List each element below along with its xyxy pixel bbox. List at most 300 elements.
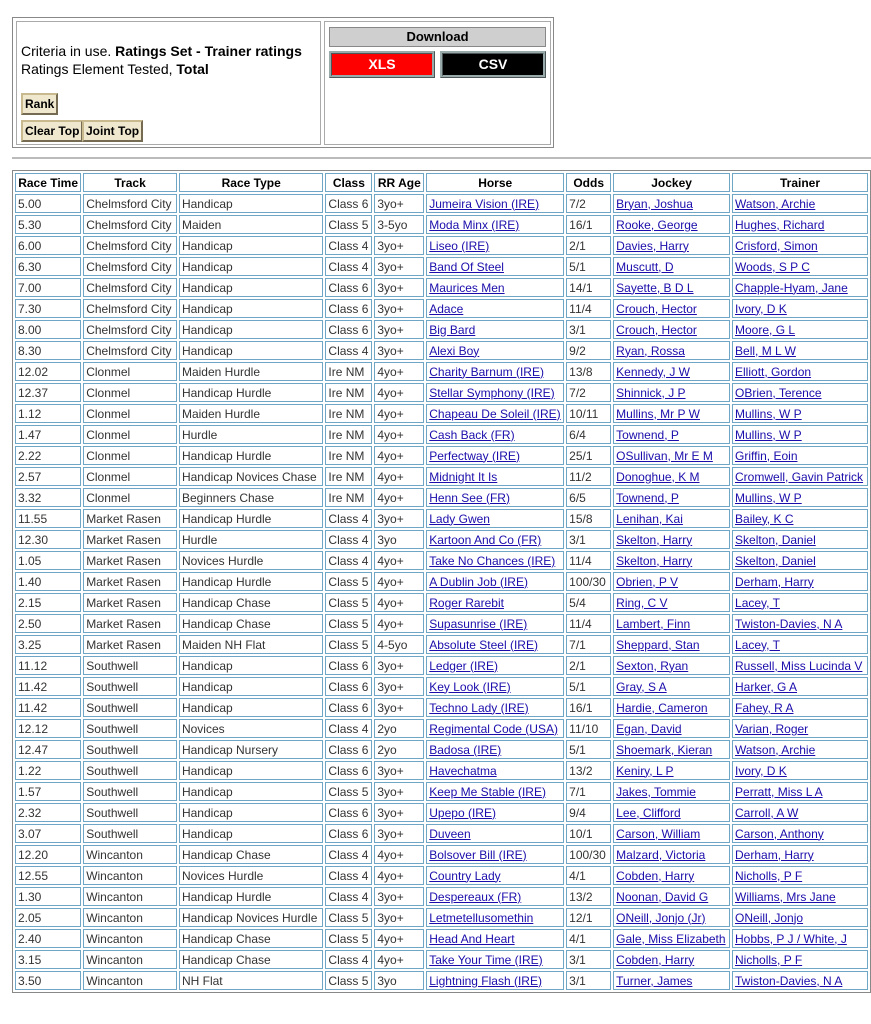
- table-cell: 1.12: [15, 404, 81, 423]
- table-cell: [732, 803, 868, 822]
- horse-link[interactable]: Moda Minx (IRE): [429, 217, 520, 232]
- horse-link[interactable]: Duveen: [429, 826, 471, 841]
- horse-link[interactable]: Henn See (FR): [429, 490, 510, 505]
- table-cell: [613, 551, 730, 570]
- jockey-link[interactable]: Shinnick, J P: [616, 385, 686, 400]
- table-cell: [732, 761, 868, 780]
- table-cell: [732, 215, 868, 234]
- csv-download-button[interactable]: CSV: [440, 51, 546, 78]
- jockey-link[interactable]: Donoghue, K M: [616, 469, 700, 484]
- table-cell: [732, 341, 868, 360]
- table-cell: Wincanton: [83, 887, 177, 906]
- table-cell: Clonmel: [83, 488, 177, 507]
- table-cell: 7/2: [566, 194, 611, 213]
- horse-link[interactable]: Absolute Steel (IRE): [429, 637, 538, 652]
- table-cell: 2.22: [15, 446, 81, 465]
- table-cell: Novices Hurdle: [179, 866, 323, 885]
- table-cell: 5/1: [566, 740, 611, 759]
- table-cell: 3yo+: [374, 803, 424, 822]
- table-cell: [732, 446, 868, 465]
- jockey-link[interactable]: Ryan, Rossa: [616, 343, 685, 358]
- trainer-link[interactable]: Lacey, T: [735, 595, 780, 610]
- table-cell: Handicap Nursery: [179, 740, 323, 759]
- trainer-link[interactable]: Fahey, R A: [735, 700, 794, 715]
- table-cell: Handicap: [179, 320, 323, 339]
- table-row: [15, 971, 868, 990]
- table-cell: 6.00: [15, 236, 81, 255]
- table-cell: [732, 194, 868, 213]
- table-cell: Clonmel: [83, 446, 177, 465]
- table-cell: [426, 257, 564, 276]
- trainer-link[interactable]: Hobbs, P J / White, J: [735, 931, 847, 946]
- table-cell: 3/1: [566, 320, 611, 339]
- trainer-link[interactable]: Mullins, W P: [735, 427, 802, 442]
- trainer-link[interactable]: Watson, Archie: [735, 742, 816, 757]
- table-cell: 1.05: [15, 551, 81, 570]
- trainer-link[interactable]: Varian, Roger: [735, 721, 809, 736]
- table-cell: 4yo+: [374, 551, 424, 570]
- table-cell: 3yo+: [374, 299, 424, 318]
- table-cell: 5.00: [15, 194, 81, 213]
- table-cell: [613, 488, 730, 507]
- table-cell: [732, 908, 868, 927]
- table-cell: 12/1: [566, 908, 611, 927]
- trainer-link[interactable]: Woods, S P C: [735, 259, 810, 274]
- horse-link[interactable]: Chapeau De Soleil (IRE): [429, 406, 561, 421]
- jockey-link[interactable]: Davies, Harry: [616, 238, 689, 253]
- table-cell: Southwell: [83, 803, 177, 822]
- download-title: Download: [329, 27, 546, 47]
- table-cell: [426, 908, 564, 927]
- horse-link[interactable]: Country Lady: [429, 868, 501, 883]
- table-row: [15, 425, 868, 444]
- table-cell: [426, 551, 564, 570]
- trainer-link[interactable]: Chapple-Hyam, Jane: [735, 280, 848, 295]
- table-cell: [613, 257, 730, 276]
- table-cell: 3yo+: [374, 908, 424, 927]
- trainer-link[interactable]: Cromwell, Gavin Patrick: [735, 469, 864, 484]
- table-cell: 3yo+: [374, 698, 424, 717]
- table-cell: Class 6: [325, 677, 372, 696]
- jockey-link[interactable]: Mullins, Mr P W: [616, 406, 700, 421]
- table-cell: 2yo: [374, 719, 424, 738]
- horse-link[interactable]: Upepo (IRE): [429, 805, 496, 820]
- column-header: Track: [83, 173, 177, 192]
- table-cell: [613, 383, 730, 402]
- joint-top-button[interactable]: Joint Top: [82, 120, 143, 142]
- jockey-link[interactable]: Townend, P: [616, 490, 679, 505]
- table-cell: Class 6: [325, 740, 372, 759]
- table-header-row: [15, 173, 868, 192]
- jockey-link[interactable]: Lee, Clifford: [616, 805, 681, 820]
- table-cell: 4-5yo: [374, 635, 424, 654]
- horse-link[interactable]: Head And Heart: [429, 931, 515, 946]
- jockey-link[interactable]: Obrien, P V: [616, 574, 678, 589]
- table-row: [15, 488, 868, 507]
- table-cell: [732, 383, 868, 402]
- table-cell: [426, 467, 564, 486]
- table-cell: Class 4: [325, 530, 372, 549]
- trainer-link[interactable]: Twiston-Davies, N A: [735, 973, 843, 988]
- horse-link[interactable]: Letmetellusomethin: [429, 910, 534, 925]
- jockey-link[interactable]: Sayette, B D L: [616, 280, 694, 295]
- table-cell: [732, 257, 868, 276]
- table-cell: 2/1: [566, 236, 611, 255]
- table-row: [15, 257, 868, 276]
- horse-link[interactable]: Perfectway (IRE): [429, 448, 520, 463]
- table-cell: [426, 929, 564, 948]
- table-cell: [613, 719, 730, 738]
- trainer-link[interactable]: Lacey, T: [735, 637, 780, 652]
- table-row: [15, 614, 868, 633]
- jockey-link[interactable]: Hardie, Cameron: [616, 700, 708, 715]
- table-cell: Class 6: [325, 278, 372, 297]
- horse-link[interactable]: Charity Barnum (IRE): [429, 364, 544, 379]
- jockey-link[interactable]: Crouch, Hector: [616, 301, 697, 316]
- horse-link[interactable]: Stellar Symphony (IRE): [429, 385, 555, 400]
- trainer-link[interactable]: Nicholls, P F: [735, 952, 803, 967]
- table-cell: 8.30: [15, 341, 81, 360]
- trainer-link[interactable]: Griffin, Eoin: [735, 448, 798, 463]
- table-cell: 13/2: [566, 761, 611, 780]
- table-row: [15, 320, 868, 339]
- table-cell: 3yo+: [374, 887, 424, 906]
- table-cell: Market Rasen: [83, 572, 177, 591]
- table-cell: Southwell: [83, 698, 177, 717]
- table-cell: Handicap Novices Hurdle: [179, 908, 323, 927]
- table-cell: Hurdle: [179, 425, 323, 444]
- table-cell: [732, 698, 868, 717]
- table-cell: Market Rasen: [83, 551, 177, 570]
- table-cell: [613, 299, 730, 318]
- rank-button[interactable]: Rank: [21, 93, 58, 115]
- horse-link[interactable]: Badosa (IRE): [429, 742, 502, 757]
- table-cell: 3/1: [566, 971, 611, 990]
- table-cell: 3yo+: [374, 257, 424, 276]
- table-cell: [613, 866, 730, 885]
- table-cell: 5/1: [566, 257, 611, 276]
- table-row: [15, 383, 868, 402]
- table-cell: [426, 488, 564, 507]
- horse-link[interactable]: Alexi Boy: [429, 343, 480, 358]
- table-cell: Class 5: [325, 971, 372, 990]
- table-cell: Ire NM: [325, 488, 372, 507]
- table-row: [15, 761, 868, 780]
- jockey-link[interactable]: Muscutt, D: [616, 259, 674, 274]
- table-cell: 3yo+: [374, 341, 424, 360]
- table-cell: Class 4: [325, 845, 372, 864]
- table-cell: Clonmel: [83, 425, 177, 444]
- table-cell: 4yo+: [374, 950, 424, 969]
- table-cell: Ire NM: [325, 446, 372, 465]
- table-cell: Southwell: [83, 740, 177, 759]
- table-cell: 3yo+: [374, 677, 424, 696]
- trainer-link[interactable]: Derham, Harry: [735, 847, 814, 862]
- table-cell: 9/4: [566, 803, 611, 822]
- table-cell: 13/2: [566, 887, 611, 906]
- jockey-link[interactable]: Kennedy, J W: [616, 364, 690, 379]
- table-cell: 4yo+: [374, 425, 424, 444]
- table-cell: 2.50: [15, 614, 81, 633]
- trainer-link[interactable]: Mullins, W P: [735, 406, 802, 421]
- horse-link[interactable]: Roger Rarebit: [429, 595, 504, 610]
- horse-link[interactable]: Ledger (IRE): [429, 658, 498, 673]
- table-cell: [613, 404, 730, 423]
- trainer-link[interactable]: Moore, G L: [735, 322, 796, 337]
- table-cell: [732, 824, 868, 843]
- horse-link[interactable]: Kartoon And Co (FR): [429, 532, 542, 547]
- table-cell: [732, 551, 868, 570]
- table-cell: 9/2: [566, 341, 611, 360]
- jockey-link[interactable]: Jakes, Tommie: [616, 784, 696, 799]
- table-cell: [613, 698, 730, 717]
- table-cell: 4yo+: [374, 929, 424, 948]
- table-cell: [426, 677, 564, 696]
- table-cell: 10/11: [566, 404, 611, 423]
- table-cell: Beginners Chase: [179, 488, 323, 507]
- jockey-link[interactable]: Skelton, Harry: [616, 553, 693, 568]
- jockey-link[interactable]: Lenihan, Kai: [616, 511, 683, 526]
- table-cell: Class 6: [325, 299, 372, 318]
- table-cell: Market Rasen: [83, 593, 177, 612]
- jockey-link[interactable]: Shoemark, Kieran: [616, 742, 713, 757]
- table-cell: [426, 782, 564, 801]
- table-cell: 3.50: [15, 971, 81, 990]
- jockey-link[interactable]: Crouch, Hector: [616, 322, 697, 337]
- trainer-link[interactable]: Bailey, K C: [735, 511, 794, 526]
- trainer-link[interactable]: Derham, Harry: [735, 574, 814, 589]
- table-cell: [732, 425, 868, 444]
- table-cell: 2yo: [374, 740, 424, 759]
- trainer-link[interactable]: Watson, Archie: [735, 196, 816, 211]
- trainer-link[interactable]: Harker, G A: [735, 679, 798, 694]
- jockey-link[interactable]: Skelton, Harry: [616, 532, 693, 547]
- table-cell: Ire NM: [325, 425, 372, 444]
- criteria-text: [21, 42, 302, 78]
- jockey-link[interactable]: Sexton, Ryan: [616, 658, 689, 673]
- table-cell: Class 4: [325, 950, 372, 969]
- table-row: [15, 299, 868, 318]
- column-header: RR Age: [374, 173, 424, 192]
- table-cell: Southwell: [83, 656, 177, 675]
- table-cell: Hurdle: [179, 530, 323, 549]
- table-cell: Handicap: [179, 341, 323, 360]
- trainer-link[interactable]: Crisford, Simon: [735, 238, 818, 253]
- table-cell: Handicap Novices Chase: [179, 467, 323, 486]
- table-row: [15, 467, 868, 486]
- table-cell: [613, 929, 730, 948]
- table-cell: Handicap Chase: [179, 950, 323, 969]
- table-cell: Chelmsford City: [83, 341, 177, 360]
- table-cell: Class 6: [325, 320, 372, 339]
- clear-top-button[interactable]: Clear Top: [21, 120, 83, 142]
- table-row: [15, 551, 868, 570]
- table-cell: Handicap Chase: [179, 845, 323, 864]
- table-cell: Class 4: [325, 341, 372, 360]
- horse-link[interactable]: Bolsover Bill (IRE): [429, 847, 527, 862]
- table-cell: 4yo+: [374, 614, 424, 633]
- horse-link[interactable]: Liseo (IRE): [429, 238, 490, 253]
- trainer-link[interactable]: Carson, Anthony: [735, 826, 824, 841]
- jockey-link[interactable]: Rooke, George: [616, 217, 698, 232]
- table-cell: [426, 887, 564, 906]
- table-cell: Southwell: [83, 761, 177, 780]
- table-cell: 11/10: [566, 719, 611, 738]
- table-row: [15, 656, 868, 675]
- trainer-link[interactable]: Bell, M L W: [735, 343, 796, 358]
- trainer-link[interactable]: Russell, Miss Lucinda V: [735, 658, 863, 673]
- table-row: [15, 887, 868, 906]
- jockey-link[interactable]: Noonan, David G: [616, 889, 709, 904]
- table-cell: 11.12: [15, 656, 81, 675]
- table-cell: Ire NM: [325, 404, 372, 423]
- table-cell: 4yo+: [374, 866, 424, 885]
- table-cell: Southwell: [83, 677, 177, 696]
- table-cell: [732, 677, 868, 696]
- table-cell: [426, 803, 564, 822]
- horse-link[interactable]: Key Look (IRE): [429, 679, 511, 694]
- jockey-link[interactable]: Gale, Miss Elizabeth: [616, 931, 726, 946]
- trainer-link[interactable]: Carroll, A W: [735, 805, 799, 820]
- table-cell: Chelmsford City: [83, 320, 177, 339]
- table-cell: [732, 635, 868, 654]
- table-cell: 10/1: [566, 824, 611, 843]
- horse-link[interactable]: Adace: [429, 301, 464, 316]
- trainer-link[interactable]: Twiston-Davies, N A: [735, 616, 843, 631]
- table-cell: [732, 950, 868, 969]
- table-cell: [732, 740, 868, 759]
- jockey-link[interactable]: Sheppard, Stan: [616, 637, 700, 652]
- table-cell: [426, 320, 564, 339]
- horse-link[interactable]: Regimental Code (USA): [429, 721, 558, 736]
- table-cell: [613, 761, 730, 780]
- table-cell: [426, 698, 564, 717]
- table-cell: [426, 614, 564, 633]
- trainer-link[interactable]: Elliott, Gordon: [735, 364, 812, 379]
- table-cell: [613, 782, 730, 801]
- trainer-link[interactable]: Williams, Mrs Jane: [735, 889, 836, 904]
- jockey-link[interactable]: Turner, James: [616, 973, 693, 988]
- table-cell: [732, 236, 868, 255]
- jockey-link[interactable]: Keniry, L P: [616, 763, 674, 778]
- table-cell: [613, 572, 730, 591]
- table-cell: [613, 824, 730, 843]
- jockey-link[interactable]: Ring, C V: [616, 595, 668, 610]
- table-cell: 4yo+: [374, 488, 424, 507]
- table-cell: [732, 488, 868, 507]
- table-cell: [426, 656, 564, 675]
- horse-link[interactable]: Take No Chances (IRE): [429, 553, 556, 568]
- table-cell: Chelmsford City: [83, 236, 177, 255]
- table-cell: 100/30: [566, 845, 611, 864]
- table-cell: [426, 404, 564, 423]
- trainer-link[interactable]: Nicholls, P F: [735, 868, 803, 883]
- table-cell: [613, 908, 730, 927]
- table-cell: 2.32: [15, 803, 81, 822]
- jockey-link[interactable]: ONeill, Jonjo (Jr): [616, 910, 706, 925]
- table-cell: [426, 509, 564, 528]
- trainer-link[interactable]: Hughes, Richard: [735, 217, 825, 232]
- table-cell: [613, 278, 730, 297]
- jockey-link[interactable]: Townend, P: [616, 427, 679, 442]
- table-row: [15, 698, 868, 717]
- table-cell: 12.55: [15, 866, 81, 885]
- jockey-link[interactable]: Cobden, Harry: [616, 952, 695, 967]
- table-cell: [613, 635, 730, 654]
- jockey-link[interactable]: Malzard, Victoria: [616, 847, 706, 862]
- table-cell: 3.15: [15, 950, 81, 969]
- xls-download-button[interactable]: XLS: [329, 51, 435, 78]
- trainer-link[interactable]: Ivory, D K: [735, 301, 787, 316]
- horse-link[interactable]: Despereaux (FR): [429, 889, 522, 904]
- jockey-link[interactable]: Lambert, Finn: [616, 616, 691, 631]
- table-cell: 3yo+: [374, 278, 424, 297]
- table-cell: [613, 656, 730, 675]
- table-cell: Clonmel: [83, 467, 177, 486]
- horse-link[interactable]: Maurices Men: [429, 280, 505, 295]
- horse-link[interactable]: Lightning Flash (IRE): [429, 973, 542, 988]
- table-cell: Novices Hurdle: [179, 551, 323, 570]
- trainer-link[interactable]: Skelton, Daniel: [735, 532, 816, 547]
- table-cell: Chelmsford City: [83, 278, 177, 297]
- jockey-link[interactable]: OSullivan, Mr E M: [616, 448, 713, 463]
- horse-link[interactable]: Cash Back (FR): [429, 427, 515, 442]
- table-cell: [613, 194, 730, 213]
- table-cell: Maiden Hurdle: [179, 404, 323, 423]
- trainer-link[interactable]: OBrien, Terence: [735, 385, 822, 400]
- jockey-link[interactable]: Egan, David: [616, 721, 682, 736]
- horse-link[interactable]: Keep Me Stable (IRE): [429, 784, 546, 799]
- table-cell: [732, 299, 868, 318]
- horse-link[interactable]: Big Bard: [429, 322, 476, 337]
- horse-link[interactable]: Midnight It Is: [429, 469, 498, 484]
- table-cell: 1.22: [15, 761, 81, 780]
- table-row: [15, 908, 868, 927]
- horse-link[interactable]: Havechatma: [429, 763, 497, 778]
- table-row: [15, 446, 868, 465]
- ratings-element: Total: [176, 61, 209, 77]
- table-cell: Ire NM: [325, 383, 372, 402]
- column-header: Horse: [426, 173, 564, 192]
- column-header: Race Time: [15, 173, 81, 192]
- table-cell: Market Rasen: [83, 614, 177, 633]
- jockey-link[interactable]: Gray, S A: [616, 679, 667, 694]
- table-cell: [613, 341, 730, 360]
- trainer-link[interactable]: ONeill, Jonjo: [735, 910, 804, 925]
- trainer-link[interactable]: Perratt, Miss L A: [735, 784, 823, 799]
- table-cell: [732, 719, 868, 738]
- table-cell: Handicap: [179, 656, 323, 675]
- horse-link[interactable]: Band Of Steel: [429, 259, 504, 274]
- trainer-link[interactable]: Ivory, D K: [735, 763, 787, 778]
- horse-link[interactable]: Take Your Time (IRE): [429, 952, 543, 967]
- horse-link[interactable]: Jumeira Vision (IRE): [429, 196, 540, 211]
- horse-link[interactable]: A Dublin Job (IRE): [429, 574, 528, 589]
- jockey-link[interactable]: Cobden, Harry: [616, 868, 695, 883]
- table-cell: Class 6: [325, 698, 372, 717]
- horse-link[interactable]: Lady Gwen: [429, 511, 490, 526]
- jockey-link[interactable]: Carson, William: [616, 826, 701, 841]
- horse-link[interactable]: Supasunrise (IRE): [429, 616, 528, 631]
- trainer-link[interactable]: Skelton, Daniel: [735, 553, 816, 568]
- table-row: [15, 950, 868, 969]
- table-cell: [732, 404, 868, 423]
- table-cell: [613, 509, 730, 528]
- horse-link[interactable]: Techno Lady (IRE): [429, 700, 529, 715]
- trainer-link[interactable]: Mullins, W P: [735, 490, 802, 505]
- jockey-link[interactable]: Bryan, Joshua: [616, 196, 693, 211]
- table-cell: [426, 572, 564, 591]
